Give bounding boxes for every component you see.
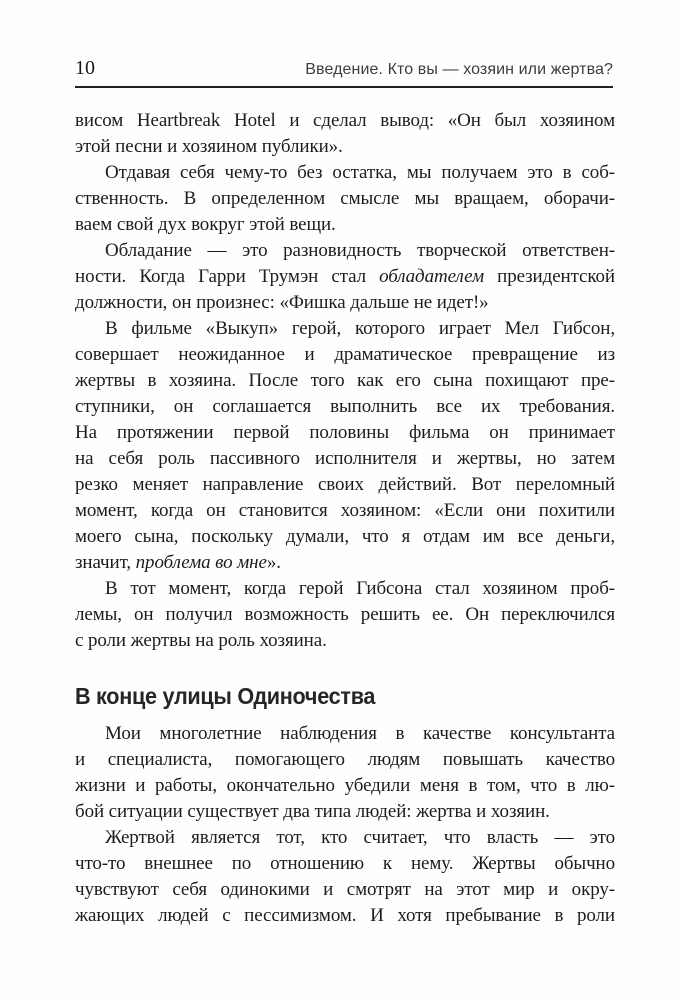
text-line: ности. Когда Гарри Трумэн стал обладателем президентской	[75, 266, 615, 287]
paragraph	[75, 825, 615, 929]
section-heading: В конце улицы Одиночества	[75, 683, 376, 709]
page-header	[75, 56, 613, 88]
text-line: ступники, он соглашается выполнить все их требования.	[75, 396, 615, 417]
text-line: этой песни и хозяином публики».	[75, 136, 343, 157]
text-line: жизни и работы, окончательно убедили меня в том, что в лю-	[75, 775, 615, 796]
text-line: бой ситуации существует два типа людей: жертва и хозяин.	[75, 801, 550, 822]
text-line: резко меняет направление своих действий. Вот переломный	[75, 474, 615, 495]
text-line: В фильме «Выкуп» герой, которого играет Мел Гибсон,	[105, 318, 615, 339]
text-line: должности, он произнес: «Фишка дальше не идет!»	[75, 292, 489, 313]
text-line: момент, когда он становится хозяином: «Если они похитили	[75, 500, 615, 521]
text-line: с роли жертвы на роль хозяина.	[75, 630, 327, 651]
text-line: на себя роль пассивного исполнителя и жертвы, но затем	[75, 448, 615, 469]
text-line: жертвы в хозяина. После того как его сына похищают пре-	[75, 370, 615, 391]
text-line: Мои многолетние наблюдения в качестве консультанта	[105, 723, 615, 744]
text-line: и специалиста, помогающего людям повышать качество	[75, 749, 615, 770]
page-number: 10	[75, 57, 95, 79]
text-line: лемы, он получил возможность решить ее. Он переключился	[75, 604, 615, 625]
text-block	[75, 108, 615, 929]
text-line: значит, проблема во мне».	[75, 552, 281, 573]
text-line: висом Heartbreak Hotel и сделал вывод: «Он был хозяином	[75, 110, 615, 131]
text-line: ственность. В определенном смысле мы вращаем, оборачи-	[75, 188, 615, 209]
text-line: совершает неожиданное и драматическое превращение из	[75, 344, 615, 365]
paragraph	[75, 108, 615, 160]
paragraph	[75, 316, 615, 576]
text-line: На протяжении первой половины фильма он принимает	[75, 422, 615, 443]
text-line: моего сына, поскольку думали, что я отдам им все деньги,	[75, 526, 615, 547]
paragraph	[75, 721, 615, 825]
text-line: Жертвой является тот, кто считает, что власть — это	[105, 827, 615, 848]
running-title: Введение. Кто вы — хозяин или жертва?	[305, 61, 613, 78]
text-line: чувствуют себя одинокими и смотрят на этот мир и окру-	[75, 879, 615, 900]
text-line: жающих людей с пессимизмом. И хотя пребывание в роли	[75, 905, 615, 926]
text-line: что-то внешнее по отношению к нему. Жертвы обычно	[75, 853, 615, 874]
paragraph	[75, 160, 615, 238]
text-line: Обладание — это разновидность творческой ответствен-	[105, 240, 615, 261]
paragraph	[75, 576, 615, 654]
text-line: Отдавая себя чему-то без остатка, мы получаем это в соб-	[105, 162, 615, 183]
paragraph	[75, 238, 615, 316]
text-line: В тот момент, когда герой Гибсона стал хозяином проб-	[105, 578, 615, 599]
text-line: ваем свой дух вокруг этой вещи.	[75, 214, 336, 235]
